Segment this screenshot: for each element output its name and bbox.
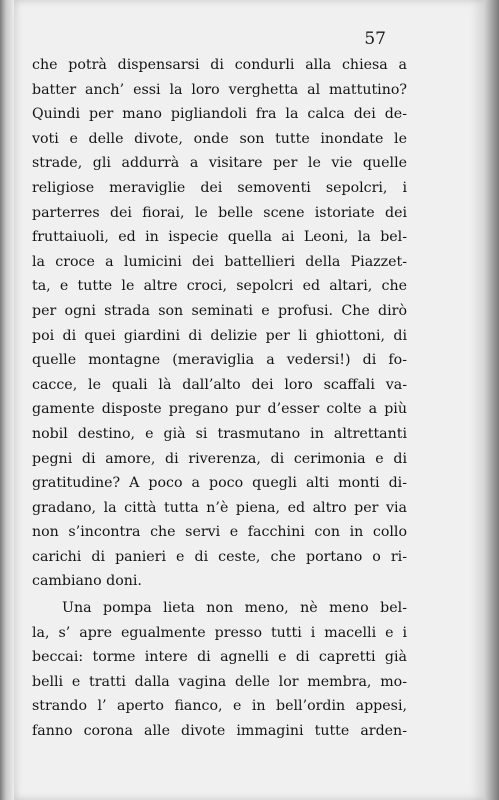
- text-line: voti e delle divote, onde son tutte inondate le: [32, 130, 407, 147]
- text-line: poi di quei giardini di delizie per li ghiottoni, di: [32, 327, 407, 344]
- text-line: batter anch’ essi la loro verghetta al mattutino?: [32, 81, 407, 98]
- page-number: 57: [364, 29, 386, 49]
- text-line: Quindi per mano pigliandoli fra la calca dei de-: [32, 106, 407, 123]
- text-line: beccai: torme intere di agnelli e di capretti già: [32, 649, 407, 666]
- text-line: la croce a lumicini dei battellieri della Piazzet-: [32, 253, 407, 270]
- text-line: non s’incontra che servi e facchini con in collo: [32, 524, 407, 541]
- text-line: per ogni strada son seminati e profusi. Che dirò: [32, 302, 407, 319]
- text-line: strando l’ aperto fianco, e in bell’ordin appesi,: [32, 698, 407, 715]
- text-line: strade, gli addurrà a visitare per le vie quelle: [32, 155, 407, 172]
- text-line: Una pompa lieta non meno, nè meno bel-: [62, 600, 407, 617]
- text-line: ta, e tutte le altre croci, sepolcri ed altari, che: [32, 278, 407, 295]
- text-line: religiose meraviglie dei semoventi sepolcri, i: [32, 179, 407, 196]
- text-line: cacce, le quali là dall’alto dei loro scaffali va-: [32, 376, 407, 393]
- text-line: nobil destino, e già si trasmutano in altrettanti: [32, 425, 407, 442]
- book-page: [14, 0, 484, 800]
- text-line: quelle montagne (meraviglia a vedersi!) di fo-: [32, 352, 407, 369]
- text-line: la, s’ apre egualmente presso tutti i macelli e i: [32, 624, 407, 641]
- body-text: [32, 53, 407, 744]
- text-line: che potrà dispensarsi di condurli alla chiesa a: [32, 57, 407, 73]
- text-line: fanno corona alle divote immagini tutte arden-: [32, 723, 407, 740]
- text-line: carichi di panieri e di ceste, che portano o ri-: [32, 548, 407, 565]
- text-line: gamente disposte pregano pur d’esser colte a più: [32, 401, 407, 418]
- text-line: fruttaiuoli, ed in ispecie quella ai Leoni, la bel-: [32, 229, 407, 246]
- text-line: pegni di amore, di riverenza, di cerimonia e di: [32, 450, 407, 467]
- text-line: belli e tratti dalla vagina delle lor membra, mo-: [32, 673, 407, 690]
- text-line: gradano, la città tutta n’è piena, ed altro per via: [32, 499, 407, 516]
- text-line: gratitudine? A poco a poco quegli alti monti di-: [32, 475, 407, 492]
- text-line: parterres dei fiorai, le belle scene istoriate dei: [32, 204, 407, 221]
- text-line: cambiano doni.: [32, 573, 142, 590]
